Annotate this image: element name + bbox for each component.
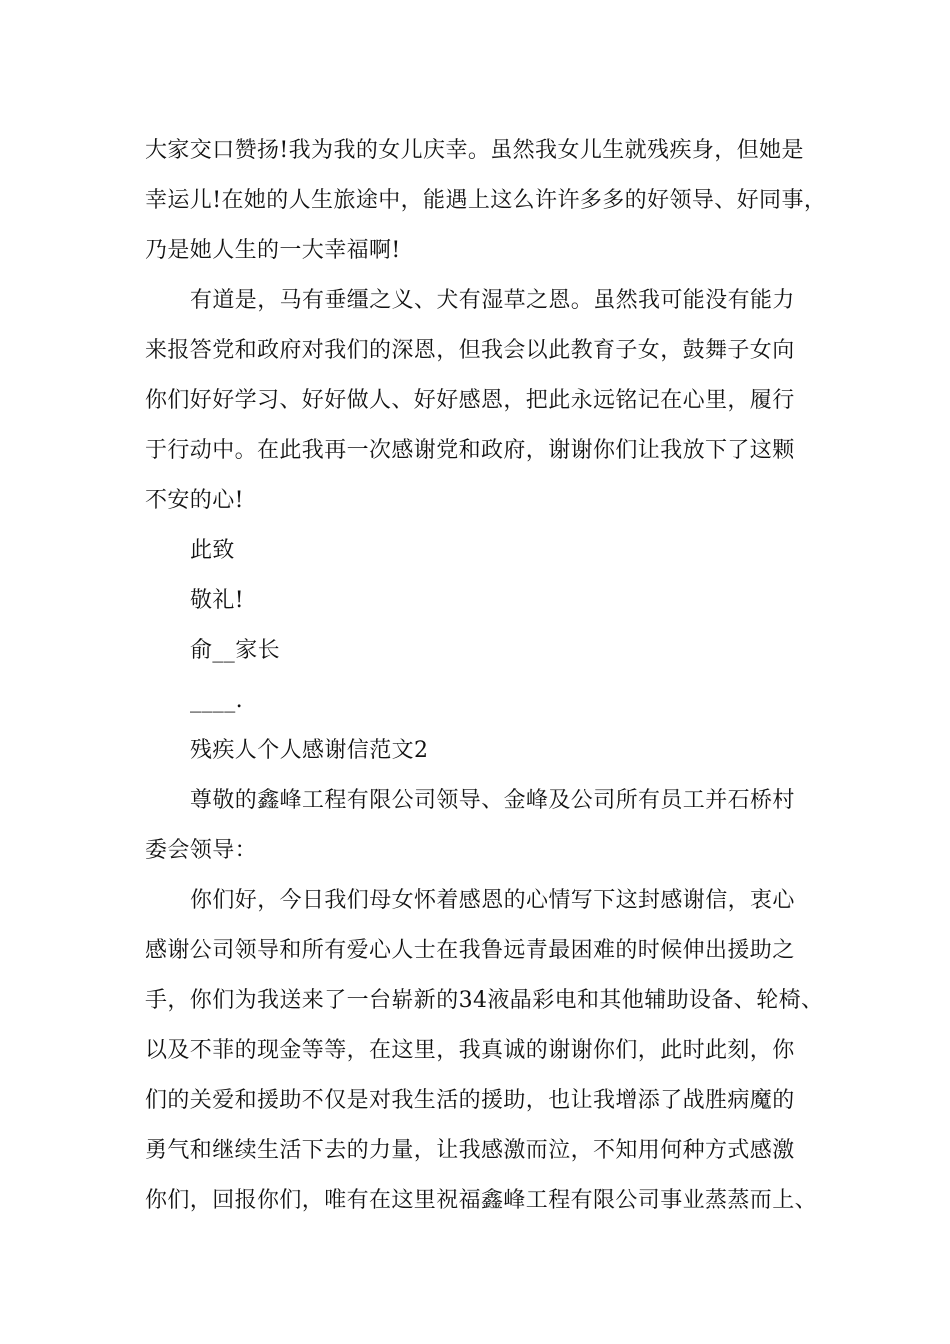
paragraph-line: 大家交口赞扬!我为我的女儿庆幸。虽然我女儿生就残疾身，但她是 bbox=[145, 138, 804, 163]
closing-line: 此致 bbox=[190, 538, 235, 563]
paragraph-line: 不安的心! bbox=[145, 488, 244, 513]
paragraph-line: 你们好，今日我们母女怀着感恩的心情写下这封感谢信，衷心 bbox=[190, 888, 795, 913]
paragraph-line: 幸运儿!在她的人生旅途中，能遇上这么许许多多的好领导、好同事， bbox=[145, 188, 827, 213]
paragraph-line: 以及不菲的现金等等，在这里，我真诚的谢谢你们，此时此刻，你 bbox=[145, 1038, 795, 1063]
section-heading: 残疾人个人感谢信范文2 bbox=[190, 738, 429, 763]
date-line: ____. bbox=[190, 688, 243, 713]
paragraph-line: 你们，回报你们，唯有在这里祝福鑫峰工程有限公司事业蒸蒸而上、 bbox=[145, 1188, 818, 1213]
paragraph-line: 勇气和继续生活下去的力量，让我感激而泣，不知用何种方式感激 bbox=[145, 1138, 795, 1163]
salutation-line: 委会领导： bbox=[145, 838, 258, 863]
paragraph-line: 有道是，马有垂缰之义、犬有湿草之恩。虽然我可能没有能力 bbox=[190, 288, 795, 313]
paragraph-line: 感谢公司领导和所有爱心人士在我鲁远青最困难的时候伸出援助之 bbox=[145, 938, 795, 963]
signature-line: 俞__家长 bbox=[190, 638, 281, 663]
salutation-line: 尊敬的鑫峰工程有限公司领导、金峰及公司所有员工并石桥村 bbox=[190, 788, 795, 813]
paragraph-line: 你们好好学习、好好做人、好好感恩，把此永远铭记在心里，履行 bbox=[145, 388, 795, 413]
paragraph-line: 于行动中。在此我再一次感谢党和政府，谢谢你们让我放下了这颗 bbox=[145, 438, 795, 463]
paragraph-line: 乃是她人生的一大幸福啊! bbox=[145, 238, 401, 263]
closing-line: 敬礼! bbox=[190, 588, 245, 613]
paragraph-line: 来报答党和政府对我们的深恩，但我会以此教育子女，鼓舞子女向 bbox=[145, 338, 795, 363]
paragraph-line: 们的关爱和援助不仅是对我生活的援助，也让我增添了战胜病魔的 bbox=[145, 1088, 795, 1113]
paragraph-line: 手，你们为我送来了一台崭新的34液晶彩电和其他辅助设备、轮椅、 bbox=[145, 988, 824, 1013]
